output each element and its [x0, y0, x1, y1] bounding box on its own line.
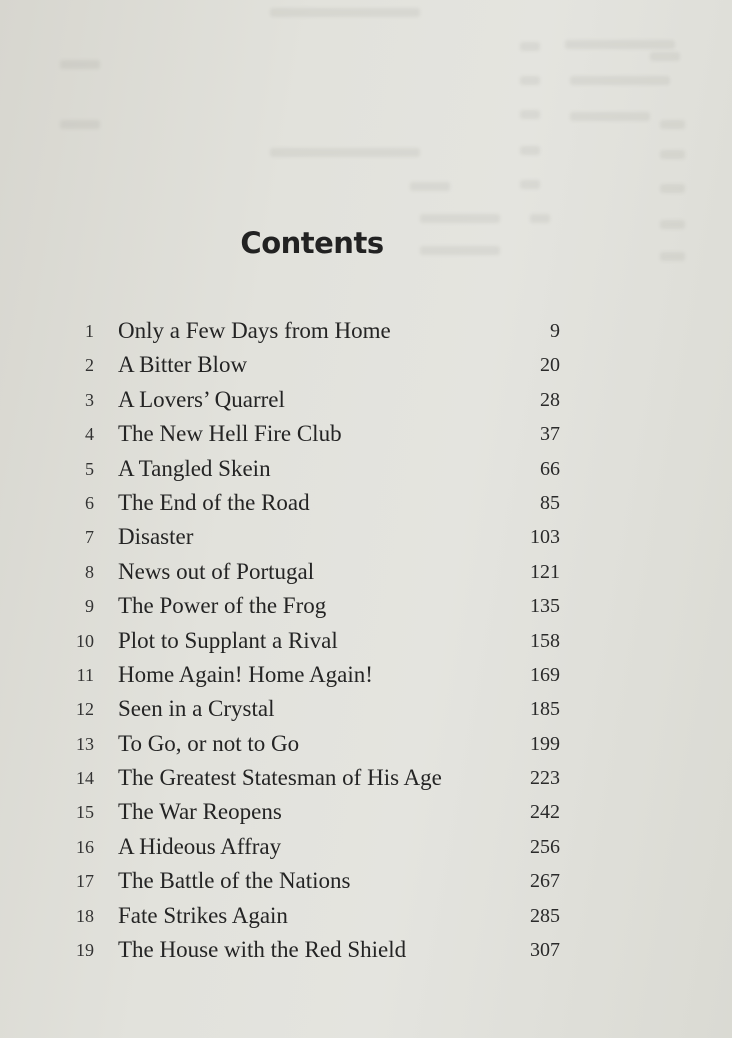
chapter-page-number: 20 [540, 354, 560, 377]
chapter-number: 13 [76, 733, 94, 754]
chapter-page-number: 28 [540, 388, 560, 411]
table-of-contents [60, 314, 580, 967]
chapter-page-number: 256 [530, 835, 560, 858]
chapter-title: The New Hell Fire Club [118, 421, 342, 447]
chapter-title: A Tangled Skein [118, 455, 271, 481]
chapter-title: The War Reopens [118, 799, 282, 825]
chapter-page-number: 37 [540, 423, 560, 446]
toc-entry [60, 692, 580, 726]
chapter-page-number: 135 [530, 595, 560, 618]
chapter-page-number: 121 [530, 560, 560, 583]
chapter-page-number: 103 [530, 526, 560, 549]
chapter-page-number: 267 [530, 870, 560, 893]
toc-entry [60, 417, 580, 451]
chapter-number: 3 [85, 389, 94, 410]
toc-entry [60, 314, 580, 348]
chapter-number: 10 [76, 630, 94, 651]
chapter-number: 19 [76, 940, 94, 961]
chapter-number: 14 [76, 768, 94, 789]
page-title: Contents [240, 226, 384, 260]
chapter-title: Plot to Supplant a Rival [118, 627, 338, 653]
chapter-number: 9 [85, 596, 94, 617]
toc-entry [60, 864, 580, 898]
toc-entry [60, 658, 580, 692]
chapter-title: Disaster [118, 524, 194, 550]
chapter-page-number: 242 [530, 801, 560, 824]
chapter-page-number: 285 [530, 904, 560, 927]
chapter-page-number: 158 [530, 629, 560, 652]
toc-entry [60, 520, 580, 554]
chapter-page-number: 66 [540, 457, 560, 480]
chapter-page-number: 307 [530, 939, 560, 962]
toc-entry [60, 830, 580, 864]
toc-entry [60, 933, 580, 967]
toc-entry [60, 624, 580, 658]
chapter-number: 6 [85, 492, 94, 513]
chapter-number: 17 [76, 871, 94, 892]
chapter-title: The House with the Red Shield [118, 937, 407, 963]
chapter-title: The Greatest Statesman of His Age [118, 765, 442, 791]
chapter-number: 7 [85, 527, 94, 548]
chapter-page-number: 223 [530, 767, 560, 790]
toc-entry [60, 899, 580, 933]
chapter-number: 12 [76, 699, 94, 720]
chapter-page-number: 169 [530, 663, 560, 686]
chapter-number: 18 [76, 905, 94, 926]
chapter-title: Only a Few Days from Home [118, 318, 391, 343]
chapter-page-number: 199 [530, 732, 560, 755]
toc-entry [60, 727, 580, 761]
chapter-number: 8 [85, 561, 94, 582]
chapter-number: 4 [85, 424, 94, 445]
toc-entry [60, 589, 580, 623]
chapter-title: Seen in a Crystal [118, 696, 275, 722]
chapter-title: Home Again! Home Again! [118, 661, 373, 687]
chapter-title: To Go, or not to Go [118, 730, 300, 756]
chapter-page-number: 185 [530, 698, 560, 721]
chapter-title: News out of Portugal [118, 558, 315, 584]
chapter-number: 15 [76, 802, 94, 823]
toc-entry [60, 761, 580, 795]
chapter-page-number: 85 [540, 491, 560, 514]
chapter-number: 11 [76, 664, 94, 685]
toc-entry [60, 383, 580, 417]
toc-entry [60, 348, 580, 382]
toc-entry [60, 795, 580, 829]
chapter-title: The Power of the Frog [118, 593, 327, 619]
chapter-title: The Battle of the Nations [118, 868, 351, 894]
chapter-title: A Hideous Affray [118, 833, 282, 859]
chapter-title: A Bitter Blow [118, 352, 248, 378]
toc-entry [60, 486, 580, 520]
chapter-title: Fate Strikes Again [118, 902, 288, 928]
toc-entry [60, 555, 580, 589]
chapter-title: A Lovers’ Quarrel [118, 386, 285, 412]
chapter-number: 16 [76, 836, 94, 857]
chapter-number: 2 [85, 355, 94, 376]
chapter-page-number: 9 [550, 320, 560, 342]
chapter-number: 5 [85, 458, 94, 479]
chapter-title: The End of the Road [118, 489, 310, 515]
toc-entry [60, 452, 580, 486]
chapter-number: 1 [85, 321, 94, 341]
